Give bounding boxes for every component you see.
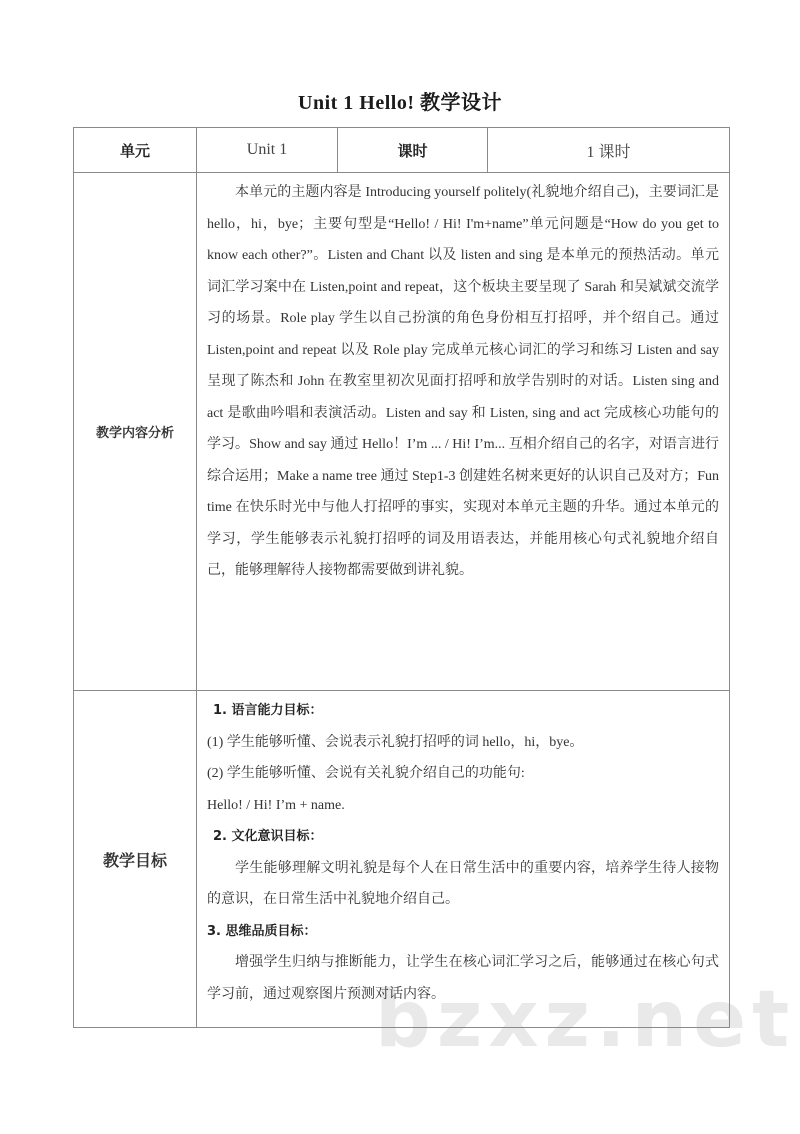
objectives-cell bbox=[197, 691, 730, 1028]
objectives-row bbox=[74, 691, 730, 1028]
thinking-objective-heading: 3. 思维品质目标： bbox=[207, 923, 317, 939]
language-objective-item-2: (2) 学生能够听懂、会说有关礼貌介绍自己的功能句: bbox=[207, 766, 525, 781]
objectives-label: 教学目标 bbox=[74, 691, 197, 1028]
lesson-plan-table bbox=[73, 127, 730, 1028]
culture-objective-heading: 2. 文化意识目标： bbox=[213, 829, 323, 844]
thinking-objective-text: 增强学生归纳与推断能力，让学生在核心词汇学习之后，能够通过在核心句式学习前，通过观察图片预测对话内容。 bbox=[207, 955, 719, 1002]
watermark: bzxz.net bbox=[375, 975, 796, 1065]
unit-label: 单元 bbox=[74, 128, 197, 173]
content-analysis-text: 本单元的主题内容是 Introducing yourself politely(礼貌地介绍自己)，主要词汇是 hello，hi，bye；主要句型是“Hello! / Hi! I'm+name”单元问题是“How do you get to know each other?”。Listen and Chant 以及 listen and sing 是本单元的预热活动。单元词汇学习案中在 Listen,point and repeat，这个板块主要呈现了 Sarah 和吴斌斌交流学习的场景。Role play 学生以自己扮演的角色身份相互打招呼，并个绍自己。通过 Listen,point and repeat 以及 Role play 完成单元核心词汇的学习和练习 Listen and say 呈现了陈杰和 John 在教室里初次见面打招呼和放学告别时的对话。Listen sing and act 是歌曲吟唱和表演活动。Listen and say 和 Listen, sing and act 完成核心功能句的学习。Show and say 通过 Hello！I’m ... / Hi! I’m... 互相介绍自己的名字，对语言进行综合运用；Make a name tree 通过 Step1-3 创建姓名树来更好的认识自己及对方；Fun time 在快乐时光中与他人打招呼的事实，实现对本单元主题的升华。通过本单元的学习，学生能够表示礼貌打招呼的词及用语表达，并能用核心句式礼貌地介绍自己，能够理解待人接物都需要做到讲礼貌。 bbox=[207, 185, 719, 578]
content-analysis-row bbox=[74, 173, 730, 691]
content-analysis-cell bbox=[197, 173, 730, 691]
language-objective-heading: 1. 语言能力目标： bbox=[213, 703, 323, 718]
language-objective-item-1: (1) 学生能够听懂、会说表示礼貌打招呼的词 hello，hi，bye。 bbox=[207, 734, 584, 750]
header-row bbox=[74, 128, 730, 173]
period-label: 课时 bbox=[338, 128, 488, 173]
unit-value: Unit 1 bbox=[197, 128, 338, 173]
language-objective-sentence: Hello! / Hi! I’m + name. bbox=[207, 797, 345, 813]
period-value: 1 课时 bbox=[488, 128, 730, 173]
culture-objective-text: 学生能够理解文明礼貌是每个人在日常生活中的重要内容，培养学生待人接物的意识，在日常生活中礼貌地介绍自己。 bbox=[207, 860, 719, 907]
page-title: Unit 1 Hello! 教学设计 bbox=[298, 92, 502, 114]
content-analysis-label: 教学内容分析 bbox=[74, 173, 197, 691]
